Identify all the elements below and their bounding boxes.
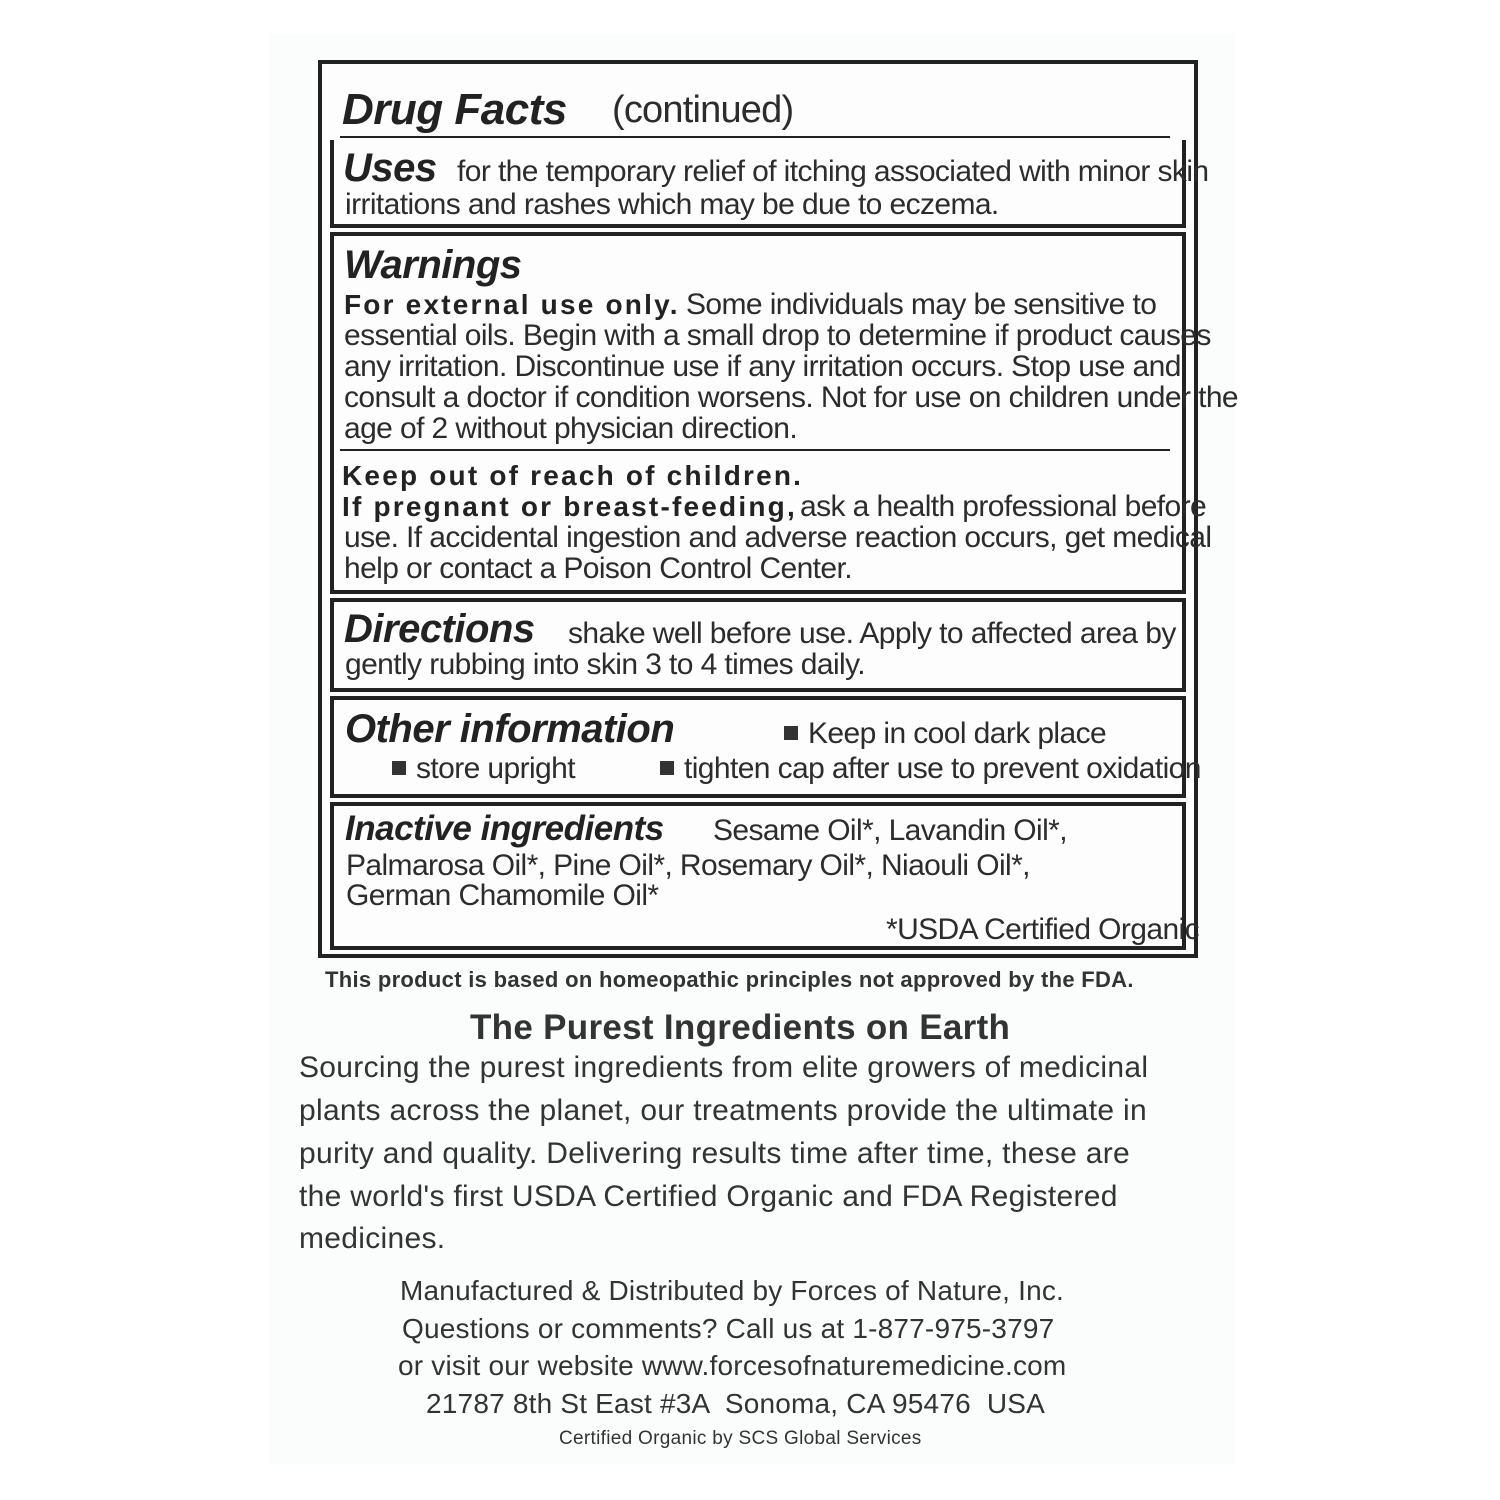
pregnant-bold: If pregnant or breast-feeding, [342,491,797,522]
pregnant-line2: use. If accidental ingestion and adverse reaction occurs, get medical [344,521,1212,554]
purest-line-2: plants across the planet, our treatments provide the ultimate in [299,1094,1147,1127]
other-info-item-2: store upright [392,753,575,784]
uses-heading: Uses [343,146,437,190]
directions-line2: gently rubbing into skin 3 to 4 times daily. [345,648,866,681]
other-info-heading: Other information [345,707,675,751]
purest-line-4: the world's first USDA Certified Organic and FDA Registered [299,1180,1118,1213]
directions-heading: Directions [344,607,535,651]
website-line: or visit our website www.forcesofnaturemedicine.com [398,1350,1067,1381]
directions-line1: shake well before use. Apply to affected area by [568,617,1176,650]
other-info-item-3: tighten cap after use to prevent oxidation [660,753,1201,784]
warnings-line4: consult a doctor if condition worsens. Not for use on children under the [344,381,1238,414]
uses-text-line2: irritations and rashes which may be due to eczema. [345,188,999,221]
pregnant-line3: help or contact a Poison Control Center. [344,552,852,585]
questions-line: Questions or comments? Call us at 1-877-975-3797 [402,1313,1055,1344]
warnings-heading: Warnings [344,243,522,287]
inactive-line2: Palmarosa Oil*, Pine Oil*, Rosemary Oil*, Niaouli Oil*, [346,849,1030,882]
usda-note: *USDA Certified Organic [886,913,1199,946]
manufacturer-line: Manufactured & Distributed by Forces of Nature, Inc. [400,1275,1065,1306]
external-use-bold: For external use only. [344,289,680,320]
address-line: 21787 8th St East #3A Sonoma, CA 95476 USA [426,1388,1045,1419]
inactive-line3: German Chamomile Oil* [346,879,659,912]
keep-out-of-reach: Keep out of reach of children. [342,460,804,491]
drug-facts-continued: (continued) [612,89,794,131]
purest-title: The Purest Ingredients on Earth [470,1008,1011,1047]
warnings-line5: age of 2 without physician direction. [344,412,798,445]
fda-disclaimer: This product is based on homeopathic principles not approved by the FDA. [325,967,1134,992]
drug-facts-title: Drug Facts [342,85,567,134]
header-rule [340,136,1170,138]
bullet-square-icon [784,726,798,740]
other-info-item-1: Keep in cool dark place [784,718,1106,749]
inactive-heading: Inactive ingredients [345,809,664,848]
certified-by-line: Certified Organic by SCS Global Services [559,1428,922,1449]
warnings-line3: any irritation. Discontinue use if any irritation occurs. Stop use and [344,350,1181,383]
pregnant-line1: ask a health professional before [800,490,1207,523]
uses-text-line1: for the temporary relief of itching associated with minor skin [457,155,1209,188]
warnings-rule [340,449,1170,451]
warnings-line2: essential oils. Begin with a small drop to determine if product causes [344,319,1211,352]
bullet-square-icon [660,761,674,775]
purest-line-1: Sourcing the purest ingredients from elite growers of medicinal [299,1051,1149,1084]
purest-line-5: medicines. [299,1222,446,1255]
bullet-square-icon [392,761,406,775]
warnings-line1: Some individuals may be sensitive to [686,288,1157,321]
inactive-line1: Sesame Oil*, Lavandin Oil*, [713,814,1067,847]
purest-line-3: purity and quality. Delivering results time after time, these are [299,1137,1130,1170]
